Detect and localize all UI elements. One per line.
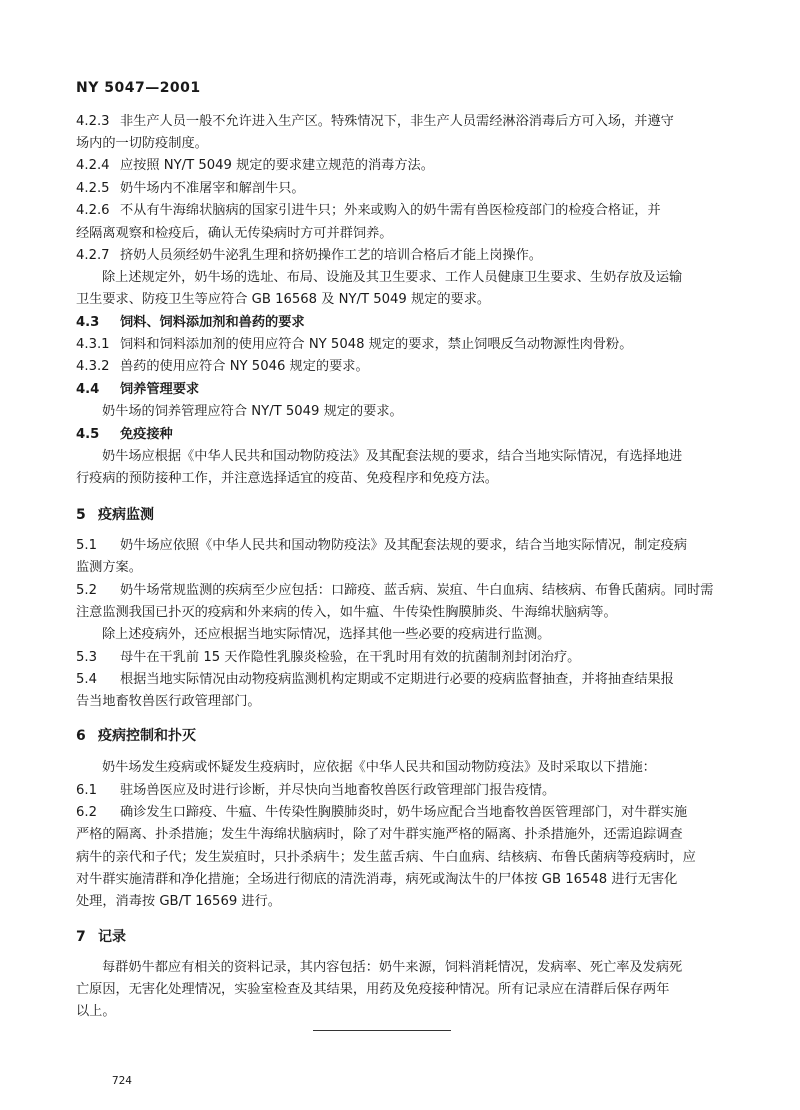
paragraph-immunization: 奶牛场应根据《中华人民共和国动物防疫法》及其配套法规的要求，结合当地实际情况，有选择地进	[102, 449, 683, 464]
heading-text: 免疫接种	[120, 427, 173, 442]
clause-5-2-cont: 注意监测我国已扑灭的疫病和外来病的传入，如牛瘟、牛传染性胸膜肺炎、牛海绵状脑病等。	[76, 605, 617, 620]
clause-text: 根据当地实际情况由动物疫病监测机构定期或不定期进行必要的疫病监督抽查，并将抽查结果报	[120, 672, 674, 687]
clause-number: 6.1	[76, 783, 97, 798]
clause-5-1	[76, 535, 736, 557]
clause-6-2	[76, 802, 736, 824]
section-6-heading	[76, 725, 196, 745]
section-5-heading	[76, 504, 154, 524]
clause-5-1-cont: 监测方案。	[76, 560, 142, 575]
clause-number: 5.4	[76, 672, 97, 687]
clause-text: 不从有牛海绵状脑病的国家引进牛只；外来或购入的奶牛需有兽医检疫部门的检疫合格证，并	[120, 203, 661, 218]
clause-text: 饲料和饲料添加剂的使用应符合 NY 5048 规定的要求，禁止饲喂反刍动物源性肉骨粉。	[120, 337, 633, 352]
heading-text: 饲养管理要求	[120, 382, 200, 397]
clause-number: 4.5	[76, 427, 100, 442]
standard-code-header: NY 5047—2001	[76, 80, 201, 96]
clause-text: 奶牛场常规监测的疾病至少应包括：口蹄疫、蓝舌病、炭疽、牛白血病、结核病、布鲁氏菌病。同时需	[120, 583, 714, 598]
section-number: 5	[76, 507, 86, 523]
clause-number: 4.2.6	[76, 203, 110, 218]
section-7-heading	[76, 926, 126, 946]
section-title: 记录	[98, 929, 126, 945]
clause-number: 4.2.3	[76, 114, 110, 129]
clause-number: 4.4	[76, 382, 100, 397]
paragraph-disease-control-intro: 奶牛场发生疫病或怀疑发生疫病时，应依据《中华人民共和国动物防疫法》及时采取以下措施：	[102, 760, 656, 775]
clause-4-2-5	[76, 178, 736, 200]
paragraph-other-monitoring: 除上述疫病外，还应根据当地实际情况，选择其他一些必要的疫病进行监测。	[102, 627, 551, 642]
clause-number: 6.2	[76, 805, 97, 820]
heading-4-4	[76, 379, 736, 401]
clause-number: 5.2	[76, 583, 97, 598]
clause-text: 挤奶人员须经奶牛泌乳生理和挤奶操作工艺的培训合格后才能上岗操作。	[120, 248, 542, 263]
section-number: 7	[76, 929, 86, 945]
clause-number: 4.3	[76, 315, 100, 330]
clause-number: 4.3.1	[76, 337, 110, 352]
clause-6-2-cont-4: 处理，消毒按 GB/T 16569 进行。	[76, 894, 281, 909]
clause-number: 4.2.7	[76, 248, 110, 263]
page-number: 724	[112, 1074, 132, 1087]
clause-4-2-7	[76, 245, 736, 267]
clause-4-2-6	[76, 200, 736, 222]
clause-4-3-2	[76, 356, 736, 378]
paragraph-records-cont-2: 以上。	[76, 1004, 116, 1019]
paragraph-other-requirements: 除上述规定外，奶牛场的选址、布局、设施及其卫生要求、工作人员健康卫生要求、生奶存放及运输	[102, 270, 683, 285]
clause-5-3	[76, 647, 736, 669]
clause-6-2-cont-3: 对牛群实施清群和净化措施；全场进行彻底的清洗消毒，病死或淘汰牛的尸体按 GB 16548 进行无害化	[76, 872, 678, 887]
clause-6-1	[76, 780, 736, 802]
clause-4-2-3-cont: 场内的一切防疫制度。	[76, 136, 208, 151]
clause-number: 4.3.2	[76, 359, 110, 374]
paragraph-other-requirements-cont: 卫生要求、防疫卫生等应符合 GB 16568 及 NY/T 5049 规定的要求。	[76, 292, 491, 307]
heading-text: 饲料、饲料添加剂和兽药的要求	[120, 315, 305, 330]
clause-text: 应按照 NY/T 5049 规定的要求建立规范的消毒方法。	[120, 158, 434, 173]
clause-text: 母牛在干乳前 15 天作隐性乳腺炎检验，在干乳时用有效的抗菌制剂封闭治疗。	[120, 650, 581, 665]
clause-6-2-cont-1: 严格的隔离、扑杀措施；发生牛海绵状脑病时，除了对牛群实施严格的隔离、扑杀措施外，还需追踪调查	[76, 827, 683, 842]
clause-number: 5.1	[76, 538, 97, 553]
clause-4-2-3	[76, 111, 736, 133]
heading-4-3	[76, 312, 736, 334]
clause-4-2-6-cont: 经隔离观察和检疫后，确认无传染病时方可并群饲养。	[76, 226, 393, 241]
clause-4-2-4	[76, 155, 736, 177]
clause-5-4	[76, 669, 736, 691]
section-title: 疫病监测	[98, 507, 154, 523]
paragraph-records-cont-1: 亡原因，无害化处理情况，实验室检查及其结果，用药及免疫接种情况。所有记录应在清群后保存两年	[76, 982, 670, 997]
section-title: 疫病控制和扑灭	[98, 728, 196, 744]
heading-4-5	[76, 424, 736, 446]
clause-6-2-cont-2: 病牛的亲代和子代；发生炭疽时，只扑杀病牛；发生蓝舌病、牛白血病、结核病、布鲁氏菌病等疫病时，应	[76, 850, 696, 865]
clause-4-3-1	[76, 334, 736, 356]
clause-5-2	[76, 580, 736, 602]
paragraph-records: 每群奶牛都应有相关的资料记录，其内容包括：奶牛来源，饲料消耗情况，发病率、死亡率及发病死	[102, 960, 683, 975]
clause-number: 4.2.5	[76, 181, 110, 196]
clause-text: 奶牛场应依照《中华人民共和国动物防疫法》及其配套法规的要求，结合当地实际情况，制定疫病	[120, 538, 688, 553]
paragraph-feeding-management: 奶牛场的饲养管理应符合 NY/T 5049 规定的要求。	[102, 404, 403, 419]
clause-text: 确诊发生口蹄疫、牛瘟、牛传染性胸膜肺炎时，奶牛场应配合当地畜牧兽医管理部门，对牛群实施	[120, 805, 688, 820]
paragraph-immunization-cont: 行疫病的预防接种工作，并注意选择适宜的疫苗、免疫程序和免疫方法。	[76, 471, 498, 486]
section-number: 6	[76, 728, 86, 744]
clause-number: 4.2.4	[76, 158, 110, 173]
clause-text: 非生产人员一般不允许进入生产区。特殊情况下，非生产人员需经淋浴消毒后方可入场，并遵守	[120, 114, 674, 129]
clause-number: 5.3	[76, 650, 97, 665]
clause-5-4-cont: 告当地畜牧兽医行政管理部门。	[76, 694, 261, 709]
clause-text: 兽药的使用应符合 NY 5046 规定的要求。	[120, 359, 369, 374]
clause-text: 奶牛场内不准屠宰和解剖牛只。	[120, 181, 305, 196]
clause-text: 驻场兽医应及时进行诊断，并尽快向当地畜牧兽医行政管理部门报告疫情。	[120, 783, 556, 798]
end-of-document-rule	[313, 1030, 451, 1031]
